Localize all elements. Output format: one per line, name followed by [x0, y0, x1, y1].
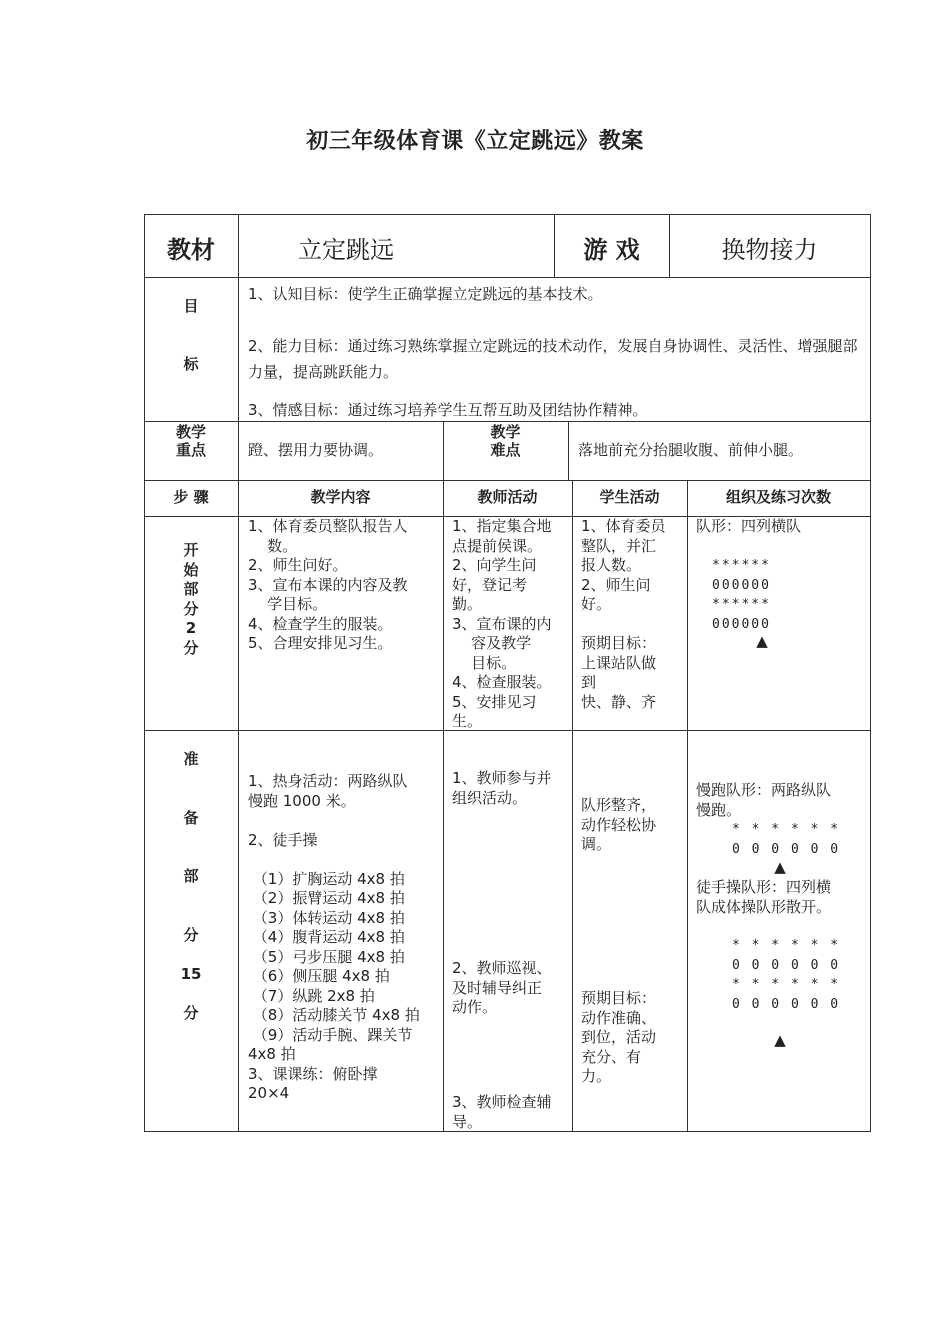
- difficulty-label: 教学 难点: [490, 423, 521, 459]
- objective-emotional: 3、情感目标：通过练习培养学生互帮互助及团结协作精神。: [248, 401, 648, 419]
- step-start: 开 始 部 分 2 分: [183, 541, 199, 657]
- start-teacher-activity: 1、指定集合地 点提前侯课。 2、向学生问 好，登记考 勤。 3、宣布课的内 容及教学 目标。 4、检查服装。 5、安排见习 生。: [452, 517, 552, 730]
- preparation-student-activity-2: 预期目标： 动作准确、 到位，活动 充分、有 力。: [581, 989, 657, 1085]
- teacher-triangle-icon: ▲: [756, 632, 768, 650]
- exercise-formation-title: 徒手操队形：四列横 队成体操队形散开。: [696, 878, 832, 916]
- start-formation-title: 队形：四列横队: [696, 517, 802, 535]
- teacher-triangle-icon: ▲: [774, 1031, 786, 1049]
- preparation-student-activity-1: 队形整齐， 动作轻松协 调。: [581, 796, 657, 853]
- start-content: 1、体育委员整队报告人 数。 2、师生问好。 3、宣布本课的内容及教 学目标。 4、检查学生的服装。 5、合理安排见习生。: [248, 517, 408, 652]
- preparation-teacher-activity-3: 3、教师检查辅 导。: [452, 1093, 552, 1131]
- table-rule: [572, 480, 573, 1131]
- exercise-formation-grid: * * * * * * 0 0 0 0 0 0 * * * * * * 0 0 0 0 0 0: [732, 938, 841, 1012]
- difficulty-value: 落地前充分抬腿收腹、前伸小腿。: [578, 441, 804, 459]
- key-point-value: 蹬、摆用力要协调。: [248, 441, 384, 459]
- table-rule: [443, 421, 444, 1131]
- table-rule: [144, 421, 871, 422]
- material-label: 教材: [167, 236, 215, 264]
- objectives-label-top: 目: [183, 297, 199, 315]
- column-header-student: 学生活动: [599, 488, 660, 506]
- preparation-teacher-activity-2: 2、教师巡视、 及时辅导纠正 动作。: [452, 959, 552, 1016]
- objective-ability: 2、能力目标：通过练习熟练掌握立定跳远的技术动作，发展自身协调性、灵活性、增强腿部力量，提高跳跃能力。: [248, 337, 858, 381]
- table-border-top: [144, 214, 871, 215]
- step-preparation: 准 备 部 分 15 分: [180, 750, 202, 1022]
- jog-formation-title: 慢跑队形：两路纵队 慢跑。: [696, 781, 832, 819]
- preparation-teacher-activity-1: 1、教师参与并 组织活动。: [452, 769, 552, 807]
- table-rule: [568, 421, 569, 480]
- objectives-label-bottom: 标: [183, 355, 199, 373]
- game-label: 游 戏: [583, 236, 640, 264]
- table-rule: [238, 214, 239, 1131]
- preparation-content: 1、热身活动：两路纵队 慢跑 1000 米。 2、徒手操 （1）扩胸运动 4x8 拍 （2）振臂运动 4x8 拍 （3）体转运动 4x8 拍 （4）腹背运动 4x8 拍 （5）弓步压腿 4x8 拍 （6）侧压腿 4x8 拍 （7）纵跳 2x8 拍 （8）活动膝关节 4x8 拍 （9）活动手腕、踝关节 4x8 拍 3、课课练：俯卧撑 20×4: [248, 772, 420, 1102]
- game-value: 换物接力: [721, 236, 818, 264]
- column-header-step: 步 骤: [173, 488, 209, 506]
- column-header-organization: 组织及练习次数: [725, 488, 831, 506]
- table-rule: [144, 277, 871, 278]
- table-rule: [144, 480, 871, 481]
- key-point-label: 教学 重点: [175, 423, 206, 459]
- teacher-triangle-icon: ▲: [774, 858, 786, 876]
- column-header-content: 教学内容: [310, 488, 371, 506]
- page-title: 初三年级体育课《立定跳远》教案: [306, 129, 644, 154]
- start-formation-grid: ****** 000000 ****** 000000: [712, 558, 771, 632]
- start-student-activity: 1、体育委员 整队，并汇 报人数。 2、师生问 好。 预期目标： 上课站队做 到 快、静、齐: [581, 517, 666, 711]
- material-value: 立定跳远: [298, 236, 394, 264]
- column-header-teacher: 教师活动: [477, 488, 538, 506]
- objective-cognitive: 1、认知目标：使学生正确掌握立定跳远的基本技术。: [248, 285, 603, 303]
- table-rule: [687, 480, 688, 1131]
- table-border-right: [870, 214, 871, 1131]
- jog-formation-grid: * * * * * * 0 0 0 0 0 0: [732, 822, 841, 857]
